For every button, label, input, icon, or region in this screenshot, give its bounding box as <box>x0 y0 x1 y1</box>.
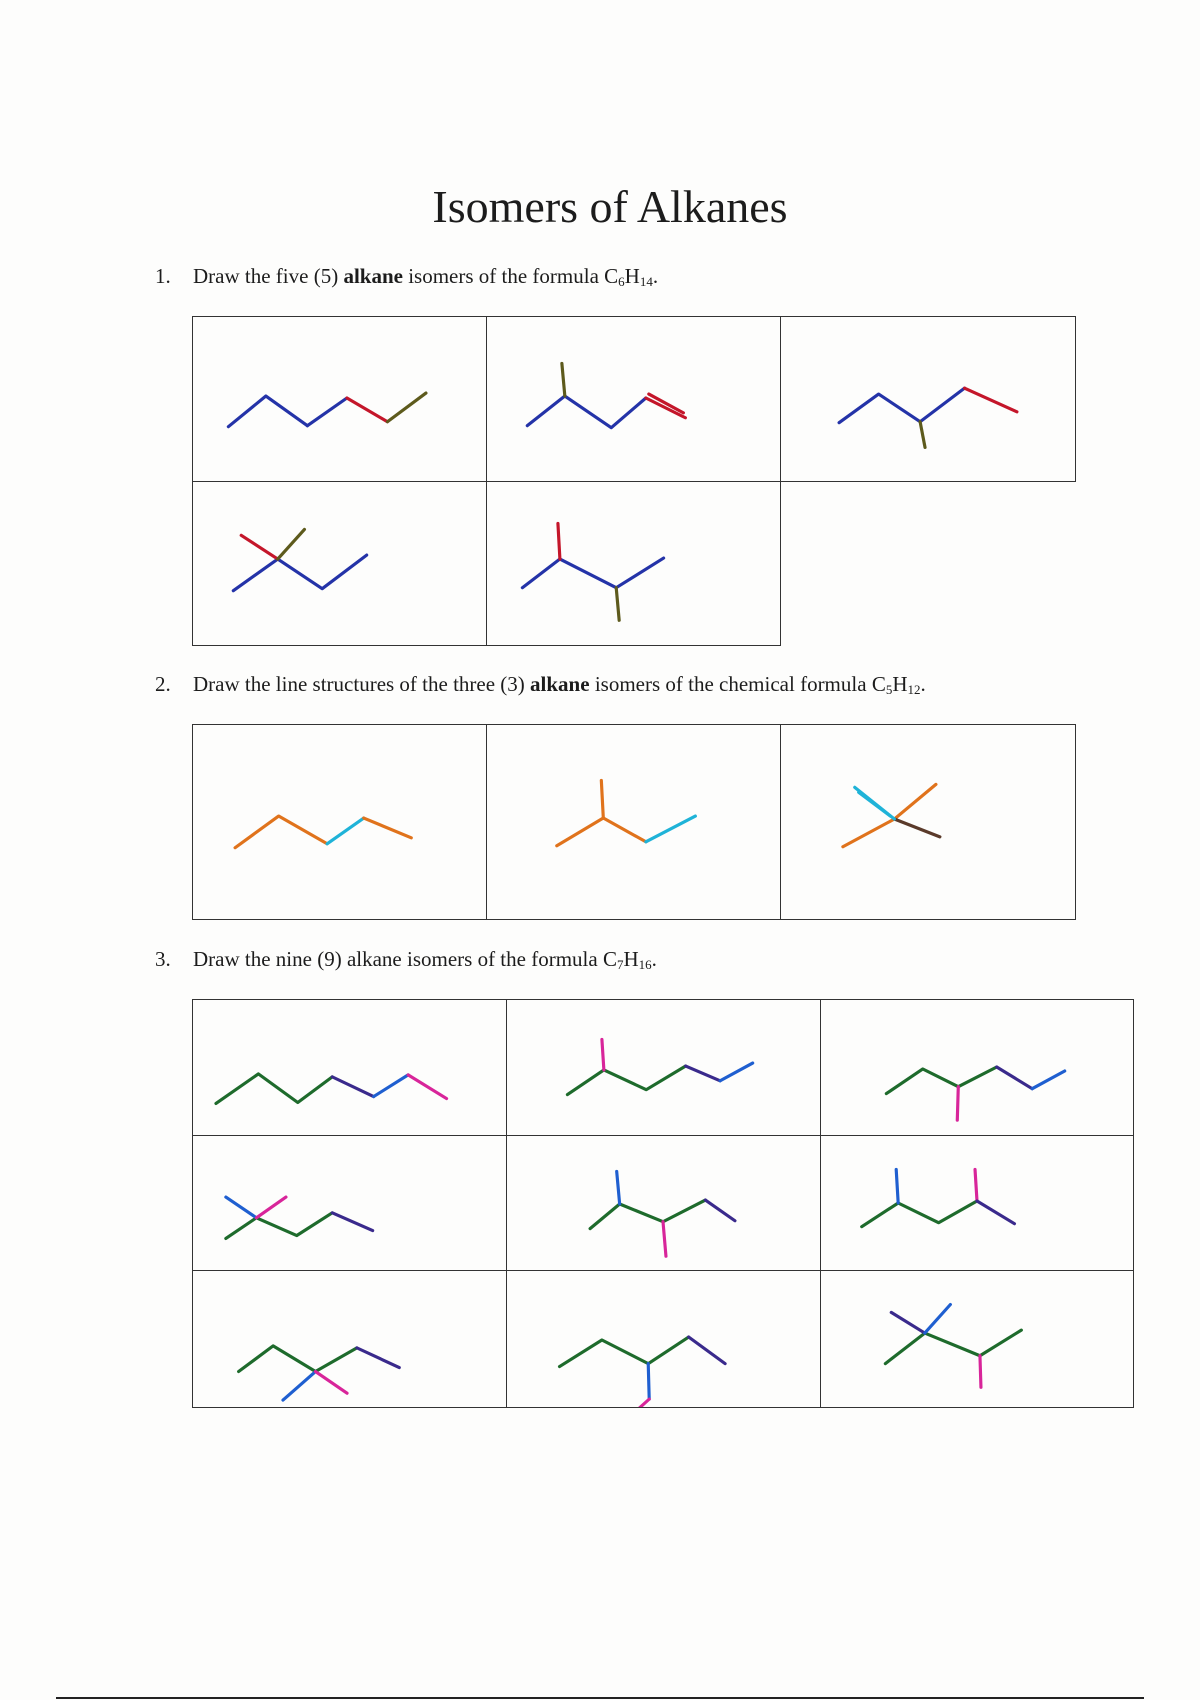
skeletal-structure <box>781 317 1075 481</box>
answer-cell <box>820 1270 1134 1408</box>
skeletal-structure <box>193 482 486 645</box>
question-keyword: alkane <box>530 672 590 696</box>
answer-grid-2 <box>192 724 1076 920</box>
answer-cell <box>780 316 1076 482</box>
skeletal-structure <box>507 1136 820 1270</box>
skeletal-structure <box>781 725 1075 919</box>
question-2 <box>155 672 926 697</box>
formula: $C_6H_{14}$. <box>604 264 659 289</box>
question-text-end: isomers of the formula <box>402 264 605 288</box>
answer-grid-1 <box>192 316 1076 646</box>
skeletal-structure <box>487 725 780 919</box>
skeletal-structure <box>487 482 780 645</box>
skeletal-structure <box>193 317 486 481</box>
answer-cell <box>192 481 487 646</box>
answer-cell <box>780 724 1076 920</box>
skeletal-structure <box>193 1271 506 1407</box>
answer-cell <box>506 999 821 1136</box>
page-title: Isomers of Alkanes <box>432 181 788 232</box>
skeletal-structure <box>821 1271 1133 1407</box>
answer-grid-3 <box>192 999 1134 1408</box>
answer-cell <box>192 316 487 482</box>
skeletal-structure <box>193 1136 506 1270</box>
skeletal-structure <box>193 725 486 919</box>
answer-cell <box>820 1135 1134 1271</box>
answer-cell <box>192 999 507 1136</box>
answer-cell <box>820 999 1134 1136</box>
answer-cell <box>192 1270 507 1408</box>
question-number: 1. <box>155 264 171 288</box>
bottom-rule <box>56 1697 1144 1699</box>
question-number: 3. <box>155 947 171 971</box>
skeletal-structure <box>821 1000 1133 1135</box>
question-text: Draw the line structures of the three (3) <box>193 672 531 696</box>
answer-cell <box>506 1270 821 1408</box>
skeletal-structure <box>507 1271 820 1407</box>
question-number: 2. <box>155 672 171 696</box>
skeletal-structure <box>821 1136 1133 1270</box>
skeletal-structure <box>193 1000 506 1135</box>
skeletal-structure <box>507 1000 820 1135</box>
question-text-end: isomers of the chemical formula <box>589 672 872 696</box>
question-text: Draw the five (5) <box>193 264 344 288</box>
question-1 <box>155 264 658 289</box>
answer-cell <box>486 316 781 482</box>
answer-cell <box>192 724 487 920</box>
formula: $C_7H_{16}$. <box>602 947 657 972</box>
answer-cell <box>506 1135 821 1271</box>
question-text: Draw the nine (9) alkane isomers of the formula <box>193 947 603 971</box>
answer-cell <box>486 481 781 646</box>
question-keyword: alkane <box>343 264 403 288</box>
question-3 <box>155 947 657 972</box>
formula: $C_5H_{12}$. <box>871 672 926 697</box>
answer-cell <box>192 1135 507 1271</box>
answer-cell <box>486 724 781 920</box>
skeletal-structure <box>487 317 780 481</box>
